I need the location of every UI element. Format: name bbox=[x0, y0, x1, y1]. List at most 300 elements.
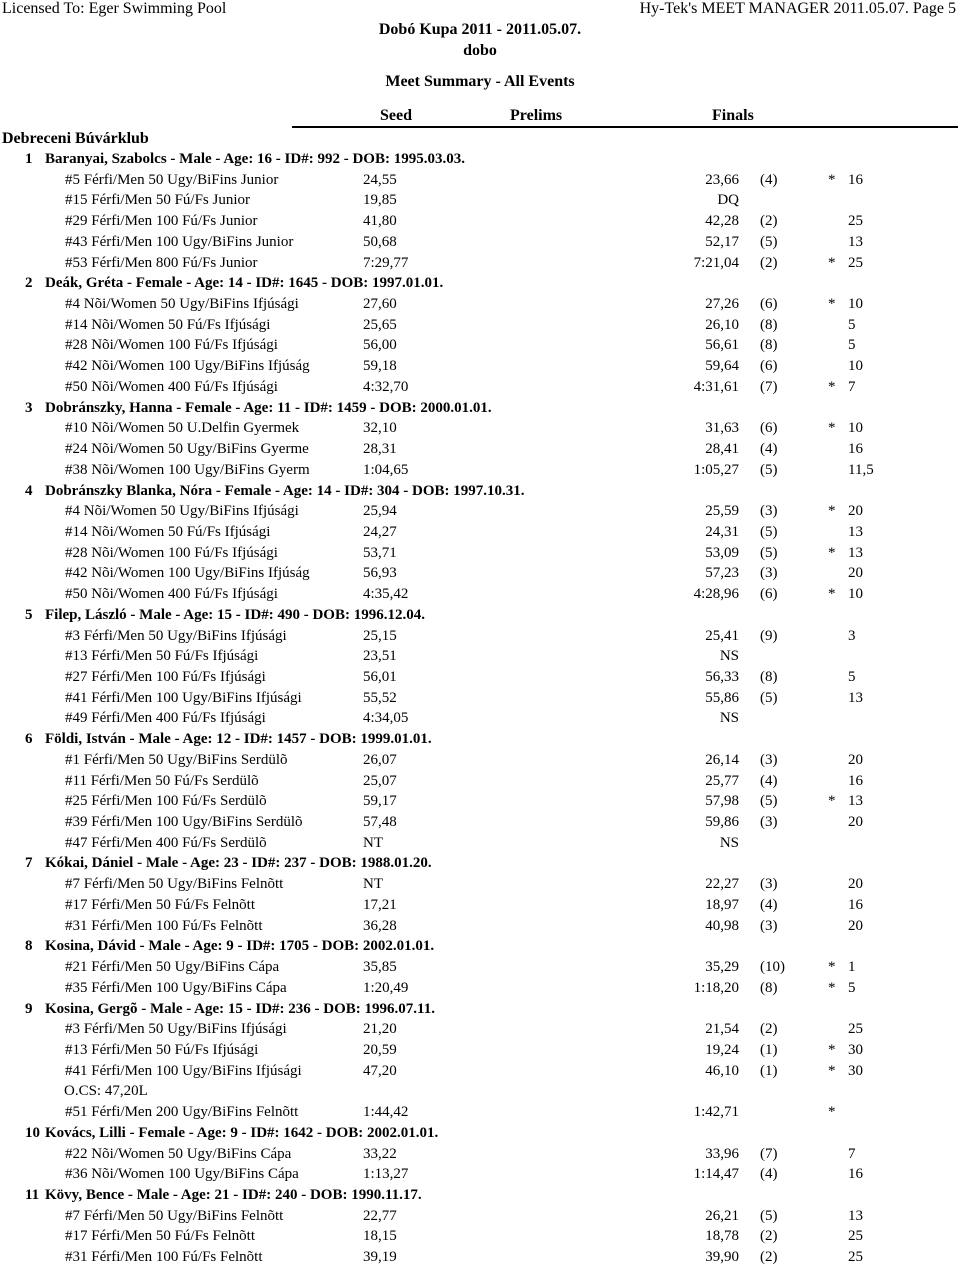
place: (1) bbox=[760, 1063, 778, 1079]
seed-time: 19,85 bbox=[363, 192, 397, 208]
points: 13 bbox=[848, 793, 863, 809]
event-name: #47 Férfi/Men 400 Fú/Fs Serdülõ bbox=[65, 835, 267, 851]
points: 20 bbox=[848, 565, 863, 581]
place: (3) bbox=[760, 918, 778, 934]
points: 5 bbox=[848, 980, 856, 996]
seed-time: 41,80 bbox=[363, 213, 397, 229]
seed-time: 36,28 bbox=[363, 918, 397, 934]
athlete-number: 6 bbox=[25, 731, 33, 747]
athlete-row bbox=[0, 1001, 960, 1021]
final-time: 33,96 bbox=[705, 1146, 739, 1162]
place: (8) bbox=[760, 669, 778, 685]
athlete-number: 3 bbox=[25, 400, 33, 416]
points: 7 bbox=[848, 379, 856, 395]
final-time: 56,33 bbox=[705, 669, 739, 685]
athlete-number: 11 bbox=[25, 1187, 40, 1203]
points: 13 bbox=[848, 1208, 863, 1224]
seed-time: 35,85 bbox=[363, 959, 397, 975]
athlete-name: Deák, Gréta - Female - Age: 14 - ID#: 1645 - DOB: 1997.01.01. bbox=[45, 275, 444, 291]
athlete-number: 5 bbox=[25, 607, 33, 623]
event-name: #11 Férfi/Men 50 Fú/Fs Serdülõ bbox=[65, 773, 259, 789]
athlete-row bbox=[0, 1187, 960, 1207]
final-time: 26,14 bbox=[705, 752, 739, 768]
final-time: 28,41 bbox=[705, 441, 739, 457]
event-row bbox=[0, 814, 960, 834]
final-time: 53,09 bbox=[705, 545, 739, 561]
event-name: #14 Nõi/Women 50 Fú/Fs Ifjúsági bbox=[65, 524, 271, 540]
event-name: #28 Nõi/Women 100 Fú/Fs Ifjúsági bbox=[65, 337, 278, 353]
place: (7) bbox=[760, 379, 778, 395]
final-time: 59,64 bbox=[705, 358, 739, 374]
athlete-name: Dobránszky Blanka, Nóra - Female - Age: 14 - ID#: 304 - DOB: 1997.10.31. bbox=[45, 483, 525, 499]
event-row bbox=[0, 1021, 960, 1041]
qualifier-mark: * bbox=[828, 172, 836, 188]
event-name: #41 Férfi/Men 100 Ugy/BiFins Ifjúsági bbox=[65, 690, 302, 706]
athlete-row bbox=[0, 607, 960, 627]
athlete-name: Dobránszky, Hanna - Female - Age: 11 - ID#: 1459 - DOB: 2000.01.01. bbox=[45, 400, 492, 416]
place: (5) bbox=[760, 524, 778, 540]
event-name: #14 Nõi/Women 50 Fú/Fs Ifjúsági bbox=[65, 317, 271, 333]
place: (1) bbox=[760, 1042, 778, 1058]
final-time: 59,86 bbox=[705, 814, 739, 830]
event-row bbox=[0, 213, 960, 233]
event-name: #21 Férfi/Men 50 Ugy/BiFins Cápa bbox=[65, 959, 280, 975]
event-row bbox=[0, 1104, 960, 1124]
seed-time: 25,15 bbox=[363, 628, 397, 644]
place: (4) bbox=[760, 172, 778, 188]
athlete-number: 1 bbox=[25, 151, 33, 167]
report-title: Meet Summary - All Events bbox=[385, 73, 575, 90]
place: (2) bbox=[760, 255, 778, 271]
qualifier-mark: * bbox=[828, 586, 836, 602]
seed-time: 17,21 bbox=[363, 897, 397, 913]
event-name: #27 Férfi/Men 100 Fú/Fs Ifjúsági bbox=[65, 669, 266, 685]
event-name: #7 Férfi/Men 50 Ugy/BiFins Felnõtt bbox=[65, 876, 284, 892]
points: 25 bbox=[848, 1228, 863, 1244]
points: 16 bbox=[848, 441, 863, 457]
seed-time: 25,94 bbox=[363, 503, 397, 519]
points: 25 bbox=[848, 1021, 863, 1037]
final-time: 25,77 bbox=[705, 773, 739, 789]
note-row bbox=[0, 1083, 960, 1103]
points: 25 bbox=[848, 1249, 863, 1265]
final-time: NS bbox=[719, 648, 739, 664]
final-time: 23,66 bbox=[705, 172, 739, 188]
final-time: 18,97 bbox=[705, 897, 739, 913]
athlete-name: Kosina, Gergõ - Male - Age: 15 - ID#: 236 - DOB: 1996.07.11. bbox=[45, 1001, 435, 1017]
seed-time: 18,15 bbox=[363, 1228, 397, 1244]
record-note: O.CS: 47,20L bbox=[64, 1083, 148, 1099]
final-time: 46,10 bbox=[705, 1063, 739, 1079]
athlete-row bbox=[0, 483, 960, 503]
points: 20 bbox=[848, 752, 863, 768]
event-row bbox=[0, 628, 960, 648]
event-row bbox=[0, 876, 960, 896]
final-time: NS bbox=[719, 710, 739, 726]
event-row bbox=[0, 648, 960, 668]
place: (8) bbox=[760, 337, 778, 353]
place: (3) bbox=[760, 565, 778, 581]
event-name: #43 Férfi/Men 100 Ugy/BiFins Junior bbox=[65, 234, 294, 250]
seed-time: 24,27 bbox=[363, 524, 397, 540]
place: (6) bbox=[760, 296, 778, 312]
athlete-name: Filep, László - Male - Age: 15 - ID#: 490 - DOB: 1996.12.04. bbox=[45, 607, 425, 623]
final-time: 1:42,71 bbox=[693, 1104, 739, 1120]
place: (2) bbox=[760, 1228, 778, 1244]
final-time: 35,29 bbox=[705, 959, 739, 975]
points: 5 bbox=[848, 317, 856, 333]
event-name: #22 Nõi/Women 50 Ugy/BiFins Cápa bbox=[65, 1146, 292, 1162]
points: 25 bbox=[848, 255, 863, 271]
event-name: #29 Férfi/Men 100 Fú/Fs Junior bbox=[65, 213, 258, 229]
points: 20 bbox=[848, 814, 863, 830]
final-time: 22,27 bbox=[705, 876, 739, 892]
final-time: 1:05,27 bbox=[693, 462, 739, 478]
final-time: 25,41 bbox=[705, 628, 739, 644]
athlete-number: 7 bbox=[25, 855, 33, 871]
seed-time: 33,22 bbox=[363, 1146, 397, 1162]
points: 30 bbox=[848, 1063, 863, 1079]
points: 13 bbox=[848, 524, 863, 540]
final-time: 26,10 bbox=[705, 317, 739, 333]
final-time: 56,61 bbox=[705, 337, 739, 353]
finals-column-header: Finals bbox=[712, 107, 754, 124]
athlete-name: Kovács, Lilli - Female - Age: 9 - ID#: 1642 - DOB: 2002.01.01. bbox=[45, 1125, 439, 1141]
event-row bbox=[0, 192, 960, 212]
event-name: #42 Nõi/Women 100 Ugy/BiFins Ifjúság bbox=[65, 565, 310, 581]
event-row bbox=[0, 358, 960, 378]
points: 7 bbox=[848, 1146, 856, 1162]
points: 16 bbox=[848, 773, 863, 789]
points: 20 bbox=[848, 918, 863, 934]
seed-column-header: Seed bbox=[380, 107, 412, 124]
event-row bbox=[0, 545, 960, 565]
place: (8) bbox=[760, 317, 778, 333]
qualifier-mark: * bbox=[828, 503, 836, 519]
event-name: #17 Férfi/Men 50 Fú/Fs Felnõtt bbox=[65, 897, 256, 913]
final-time: 18,78 bbox=[705, 1228, 739, 1244]
seed-time: 28,31 bbox=[363, 441, 397, 457]
event-name: #15 Férfi/Men 50 Fú/Fs Junior bbox=[65, 192, 251, 208]
place: (6) bbox=[760, 420, 778, 436]
event-name: #28 Nõi/Women 100 Fú/Fs Ifjúsági bbox=[65, 545, 278, 561]
event-row bbox=[0, 296, 960, 316]
event-row bbox=[0, 172, 960, 192]
event-name: #3 Férfi/Men 50 Ugy/BiFins Ifjúsági bbox=[65, 628, 287, 644]
points: 13 bbox=[848, 690, 863, 706]
final-time: 55,86 bbox=[705, 690, 739, 706]
venue-title: dobo bbox=[463, 42, 497, 59]
event-name: #31 Férfi/Men 100 Fú/Fs Felnõtt bbox=[65, 918, 263, 934]
seed-time: 1:44,42 bbox=[363, 1104, 409, 1120]
athlete-name: Kövy, Bence - Male - Age: 21 - ID#: 240 - DOB: 1990.11.17. bbox=[45, 1187, 422, 1203]
final-time: 4:31,61 bbox=[693, 379, 739, 395]
athlete-name: Földi, István - Male - Age: 12 - ID#: 1457 - DOB: 1999.01.01. bbox=[45, 731, 432, 747]
points: 25 bbox=[848, 213, 863, 229]
athlete-row bbox=[0, 275, 960, 295]
qualifier-mark: * bbox=[828, 255, 836, 271]
final-time: 19,24 bbox=[705, 1042, 739, 1058]
event-name: #39 Férfi/Men 100 Ugy/BiFins Serdülõ bbox=[65, 814, 303, 830]
event-name: #41 Férfi/Men 100 Ugy/BiFins Ifjúsági bbox=[65, 1063, 302, 1079]
seed-time: NT bbox=[363, 876, 383, 892]
qualifier-mark: * bbox=[828, 420, 836, 436]
seed-time: 39,19 bbox=[363, 1249, 397, 1265]
event-row bbox=[0, 1249, 960, 1269]
seed-time: 20,59 bbox=[363, 1042, 397, 1058]
final-time: DQ bbox=[717, 192, 739, 208]
event-name: #10 Nõi/Women 50 U.Delfin Gyermek bbox=[65, 420, 300, 436]
final-time: 4:28,96 bbox=[693, 586, 739, 602]
event-row bbox=[0, 441, 960, 461]
event-name: #50 Nõi/Women 400 Fú/Fs Ifjúsági bbox=[65, 379, 278, 395]
event-name: #51 Férfi/Men 200 Ugy/BiFins Felnõtt bbox=[65, 1104, 299, 1120]
event-name: #35 Férfi/Men 100 Ugy/BiFins Cápa bbox=[65, 980, 287, 996]
event-row bbox=[0, 234, 960, 254]
athlete-name: Baranyai, Szabolcs - Male - Age: 16 - ID#: 992 - DOB: 1995.03.03. bbox=[45, 151, 465, 167]
final-time: 42,28 bbox=[705, 213, 739, 229]
event-row bbox=[0, 524, 960, 544]
points: 10 bbox=[848, 420, 863, 436]
seed-time: 56,01 bbox=[363, 669, 397, 685]
place: (2) bbox=[760, 1249, 778, 1265]
place: (2) bbox=[760, 1021, 778, 1037]
event-row bbox=[0, 690, 960, 710]
event-name: #5 Férfi/Men 50 Ugy/BiFins Junior bbox=[65, 172, 279, 188]
final-time: 1:18,20 bbox=[693, 980, 739, 996]
place: (5) bbox=[760, 462, 778, 478]
points: 10 bbox=[848, 296, 863, 312]
athlete-number: 2 bbox=[25, 275, 33, 291]
event-row bbox=[0, 565, 960, 585]
final-time: 39,90 bbox=[705, 1249, 739, 1265]
event-name: #13 Férfi/Men 50 Fú/Fs Ifjúsági bbox=[65, 1042, 259, 1058]
seed-time: 22,77 bbox=[363, 1208, 397, 1224]
event-name: #42 Nõi/Women 100 Ugy/BiFins Ifjúság bbox=[65, 358, 310, 374]
seed-time: 26,07 bbox=[363, 752, 397, 768]
seed-time: 56,00 bbox=[363, 337, 397, 353]
event-name: #53 Férfi/Men 800 Fú/Fs Junior bbox=[65, 255, 258, 271]
event-row bbox=[0, 586, 960, 606]
qualifier-mark: * bbox=[828, 1042, 836, 1058]
event-row bbox=[0, 255, 960, 275]
seed-time: 27,60 bbox=[363, 296, 397, 312]
points: 20 bbox=[848, 876, 863, 892]
place: (7) bbox=[760, 1146, 778, 1162]
seed-time: 59,17 bbox=[363, 793, 397, 809]
place: (5) bbox=[760, 234, 778, 250]
event-name: #1 Férfi/Men 50 Ugy/BiFins Serdülõ bbox=[65, 752, 288, 768]
points: 16 bbox=[848, 172, 863, 188]
event-row bbox=[0, 379, 960, 399]
final-time: 7:21,04 bbox=[693, 255, 739, 271]
place: (6) bbox=[760, 586, 778, 602]
place: (4) bbox=[760, 1166, 778, 1182]
points: 1 bbox=[848, 959, 856, 975]
points: 16 bbox=[848, 897, 863, 913]
place: (3) bbox=[760, 503, 778, 519]
place: (3) bbox=[760, 876, 778, 892]
athlete-number: 9 bbox=[25, 1001, 33, 1017]
athlete-row bbox=[0, 855, 960, 875]
points: 10 bbox=[848, 358, 863, 374]
place: (4) bbox=[760, 897, 778, 913]
event-row bbox=[0, 420, 960, 440]
athlete-number: 4 bbox=[25, 483, 33, 499]
place: (4) bbox=[760, 773, 778, 789]
qualifier-mark: * bbox=[828, 296, 836, 312]
seed-time: 57,48 bbox=[363, 814, 397, 830]
event-row bbox=[0, 959, 960, 979]
event-name: #38 Nõi/Women 100 Ugy/BiFins Gyerm bbox=[65, 462, 310, 478]
final-time: 26,21 bbox=[705, 1208, 739, 1224]
place: (2) bbox=[760, 213, 778, 229]
final-time: 57,23 bbox=[705, 565, 739, 581]
event-name: #50 Nõi/Women 400 Fú/Fs Ifjúsági bbox=[65, 586, 278, 602]
place: (5) bbox=[760, 793, 778, 809]
seed-time: 53,71 bbox=[363, 545, 397, 561]
event-name: #31 Férfi/Men 100 Fú/Fs Felnõtt bbox=[65, 1249, 263, 1265]
athlete-number: 8 bbox=[25, 938, 33, 954]
event-row bbox=[0, 503, 960, 523]
seed-time: 4:35,42 bbox=[363, 586, 409, 602]
event-name: #25 Férfi/Men 100 Fú/Fs Serdülõ bbox=[65, 793, 267, 809]
qualifier-mark: * bbox=[828, 959, 836, 975]
event-row bbox=[0, 710, 960, 730]
points: 13 bbox=[848, 545, 863, 561]
final-time: 1:14,47 bbox=[693, 1166, 739, 1182]
points: 13 bbox=[848, 234, 863, 250]
place: (3) bbox=[760, 814, 778, 830]
event-name: #3 Férfi/Men 50 Ugy/BiFins Ifjúsági bbox=[65, 1021, 287, 1037]
seed-time: 50,68 bbox=[363, 234, 397, 250]
event-name: #4 Nõi/Women 50 Ugy/BiFins Ifjúsági bbox=[65, 296, 299, 312]
place: (6) bbox=[760, 358, 778, 374]
event-row bbox=[0, 1146, 960, 1166]
seed-time: 55,52 bbox=[363, 690, 397, 706]
event-row bbox=[0, 1208, 960, 1228]
athlete-row bbox=[0, 731, 960, 751]
place: (5) bbox=[760, 1208, 778, 1224]
place: (8) bbox=[760, 980, 778, 996]
event-row bbox=[0, 1166, 960, 1186]
event-row bbox=[0, 1063, 960, 1083]
event-name: #49 Férfi/Men 400 Fú/Fs Ifjúsági bbox=[65, 710, 266, 726]
place: (5) bbox=[760, 690, 778, 706]
final-time: 40,98 bbox=[705, 918, 739, 934]
points: 5 bbox=[848, 337, 856, 353]
event-row bbox=[0, 462, 960, 482]
final-time: 31,63 bbox=[705, 420, 739, 436]
points: 3 bbox=[848, 628, 856, 644]
seed-time: 24,55 bbox=[363, 172, 397, 188]
event-row bbox=[0, 669, 960, 689]
seed-time: 1:20,49 bbox=[363, 980, 409, 996]
place: (9) bbox=[760, 628, 778, 644]
event-row bbox=[0, 918, 960, 938]
seed-time: 59,18 bbox=[363, 358, 397, 374]
event-row bbox=[0, 773, 960, 793]
seed-time: 25,65 bbox=[363, 317, 397, 333]
place: (3) bbox=[760, 752, 778, 768]
seed-time: 4:32,70 bbox=[363, 379, 409, 395]
event-name: #4 Nõi/Women 50 Ugy/BiFins Ifjúsági bbox=[65, 503, 299, 519]
event-row bbox=[0, 793, 960, 813]
athlete-name: Kosina, Dávid - Male - Age: 9 - ID#: 1705 - DOB: 2002.01.01. bbox=[45, 938, 435, 954]
athlete-name: Kókai, Dániel - Male - Age: 23 - ID#: 237 - DOB: 1988.01.20. bbox=[45, 855, 432, 871]
event-name: #36 Nõi/Women 100 Ugy/BiFins Cápa bbox=[65, 1166, 299, 1182]
points: 20 bbox=[848, 503, 863, 519]
seed-time: 1:04,65 bbox=[363, 462, 409, 478]
points: 5 bbox=[848, 669, 856, 685]
seed-time: 25,07 bbox=[363, 773, 397, 789]
event-row bbox=[0, 317, 960, 337]
event-row bbox=[0, 752, 960, 772]
seed-time: 23,51 bbox=[363, 648, 397, 664]
athlete-row bbox=[0, 151, 960, 171]
event-row bbox=[0, 897, 960, 917]
athlete-row bbox=[0, 400, 960, 420]
event-name: #7 Férfi/Men 50 Ugy/BiFins Felnõtt bbox=[65, 1208, 284, 1224]
points: 30 bbox=[848, 1042, 863, 1058]
qualifier-mark: * bbox=[828, 1063, 836, 1079]
meet-title: Dobó Kupa 2011 - 2011.05.07. bbox=[378, 21, 582, 38]
seed-time: 4:34,05 bbox=[363, 710, 409, 726]
final-time: 57,98 bbox=[705, 793, 739, 809]
final-time: 27,26 bbox=[705, 296, 739, 312]
event-name: #17 Férfi/Men 50 Fú/Fs Felnõtt bbox=[65, 1228, 256, 1244]
qualifier-mark: * bbox=[828, 1104, 836, 1120]
final-time: 21,54 bbox=[705, 1021, 739, 1037]
software-page-text: Hy-Tek's MEET MANAGER 2011.05.07. Page 5 bbox=[639, 0, 956, 17]
points: 11,5 bbox=[848, 462, 874, 478]
final-time: 24,31 bbox=[705, 524, 739, 540]
athlete-row bbox=[0, 1125, 960, 1145]
event-row bbox=[0, 835, 960, 855]
event-row bbox=[0, 1228, 960, 1248]
event-row bbox=[0, 980, 960, 1000]
license-text: Licensed To: Eger Swimming Pool bbox=[2, 0, 227, 17]
points: 10 bbox=[848, 586, 863, 602]
qualifier-mark: * bbox=[828, 545, 836, 561]
final-time: 25,59 bbox=[705, 503, 739, 519]
athlete-row bbox=[0, 938, 960, 958]
event-row bbox=[0, 337, 960, 357]
points: 16 bbox=[848, 1166, 863, 1182]
seed-time: NT bbox=[363, 835, 383, 851]
qualifier-mark: * bbox=[828, 379, 836, 395]
seed-time: 56,93 bbox=[363, 565, 397, 581]
final-time: NS bbox=[719, 835, 739, 851]
prelims-column-header: Prelims bbox=[510, 107, 563, 124]
place: (10) bbox=[760, 959, 785, 975]
event-name: #13 Férfi/Men 50 Fú/Fs Ifjúsági bbox=[65, 648, 259, 664]
seed-time: 1:13,27 bbox=[363, 1166, 409, 1182]
seed-time: 32,10 bbox=[363, 420, 397, 436]
event-row bbox=[0, 1042, 960, 1062]
qualifier-mark: * bbox=[828, 980, 836, 996]
seed-time: 21,20 bbox=[363, 1021, 397, 1037]
event-name: #24 Nõi/Women 50 Ugy/BiFins Gyerme bbox=[65, 441, 309, 457]
final-time: 52,17 bbox=[705, 234, 739, 250]
qualifier-mark: * bbox=[828, 793, 836, 809]
place: (4) bbox=[760, 441, 778, 457]
team-name: Debreceni Búvárklub bbox=[2, 130, 149, 147]
athlete-number: 10 bbox=[25, 1125, 40, 1141]
place: (5) bbox=[760, 545, 778, 561]
seed-time: 47,20 bbox=[363, 1063, 397, 1079]
seed-time: 7:29,77 bbox=[363, 255, 409, 271]
